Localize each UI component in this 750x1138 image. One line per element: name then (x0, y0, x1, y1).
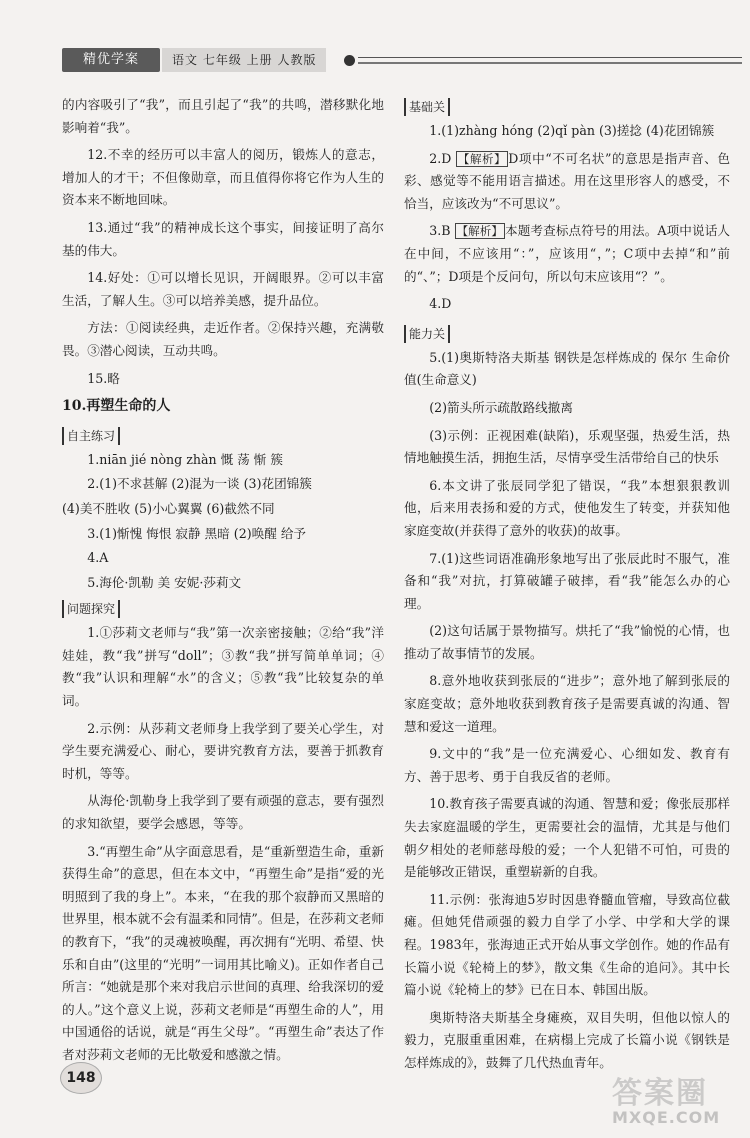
section-label-inquiry: 问题探究 (62, 600, 120, 618)
answer-5: 5.海伦·凯勒 美 安妮·莎莉文 (87, 574, 242, 590)
answer-13: 13.通过“我”的精神成长这个事实，间接证明了高尔基的伟大。 (62, 219, 384, 258)
page-number: 148 (60, 1062, 102, 1094)
answer-4: 4.A (87, 550, 109, 566)
answer-14-method: 方法：①阅读经典，走近作者。②保持兴趣，充满敬畏。③潜心阅读，互动共鸣。 (62, 320, 384, 358)
answer-2-cont: (4)美不胜收 (5)小心翼翼 (6)截然不同 (62, 500, 275, 516)
book-info: 语文 七年级 上册 人教版 (162, 48, 326, 72)
inquiry-2: 2.示例：从莎莉文老师身上我学到了要关心学生，对学生要充满爱心、耐心，要讲究教育方法，要善于抓教育时机，等等。 (62, 720, 384, 781)
basics-4: 4.D (429, 296, 452, 312)
ability-10: 10.教育孩子需要真诚的沟通、智慧和爱；像张辰那样失去家庭温暖的学生，更需要社会的温情，尤其是与他们朝夕相处的老师慈母般的爱；一个人犯错不可怕，可贵的是能够改正错误，重塑崭新的自我。 (404, 796, 730, 880)
basics-3 (404, 220, 730, 288)
basics-1: 1.(1)zhàng hóng (2)qǐ pàn (3)搓捻 (4)花团锦簇 (429, 123, 715, 138)
header-dot (344, 55, 355, 66)
answer-letter: 3.B (429, 223, 455, 239)
section-label-self-practice: 自主练习 (62, 427, 120, 445)
answer-3: 3.(1)惭愧 悔恨 寂静 黑暗 (2)唤醒 给予 (87, 525, 307, 541)
watermark-logo (612, 1068, 742, 1130)
ability-5-3: (3)示例：正视困难(缺陷)，乐观坚强，热爱生活，热情地触摸生活，拥抱生活，尽情享受生活带给自己的快乐 (404, 427, 730, 466)
header-rule (358, 57, 742, 58)
ability-7: 7.(1)这些词语准确形象地写出了张辰此时不服气，准备和“我”对抗，打算破罐子破摔，看“我”能怎么办的心理。 (404, 550, 730, 611)
analysis-text: 本题考查标点符号的用法。A项中说话人在中间，不应该用“：”，应该用“，”；C项中去掉“和”前的“、”；D项是个反问句，所以句末应该用“？”。 (404, 223, 731, 284)
series-title: 精优学案 (62, 48, 160, 72)
section-label-ability: 能力关 (404, 325, 450, 343)
inquiry-3: 3.“再塑生命”从字面意思看，是“重新塑造生命，重新获得生命”的意思，但在本文中，“再塑生命”是指“爱的光明照到了我的身上”。本来，“在我的那个寂静而又黑暗的世界里，根本就不会有温柔和同情”。但是，在莎莉文老师的教育下，“我”的灵魂被唤醒，再次拥有“光明、希望、快乐和自由”(这里的“光明”一词用其比喻义)。正如作者自己所言：“她就是那个来对我启示世间的真理、给我深切的爱的人。”这个意义上说，莎莉文老师是“再塑生命的人”，用中国通俗的话说，就是“再生父母”。“再塑生命”表达了作者对莎莉文老师的无比敬爱和感激之情。 (62, 843, 384, 1062)
inquiry-2-cont: 从海伦·凯勒身上我学到了要有顽强的意志，要有强烈的求知欲望，要学会感恩，等等。 (62, 793, 384, 832)
answer-letter: 2.D (429, 150, 456, 166)
analysis-tag: 【解析】 (456, 224, 504, 239)
ability-11: 11.示例：张海迪5岁时因患脊髓血管瘤，导致高位截瘫。但她凭借顽强的毅力自学了小学、中学和大学的课程。1983年，张海迪正式开始从事文学创作。她的作品有长篇小说《轮椅上的梦》，散文集《生命的追问》。其中长篇小说《轮椅上的梦》已在日本、韩国出版。 (404, 891, 730, 998)
answer-15: 15.略 (87, 370, 120, 386)
section-label-basics: 基础关 (404, 98, 450, 116)
left-column (62, 94, 384, 1072)
ability-11-cont: 奥斯特洛夫斯基全身瘫痪，双目失明，但他以惊人的毅力，克服重重困难，在病榻上完成了长篇小说《钢铁是怎样炼成的》，鼓舞了几代热血青年。 (404, 1009, 730, 1070)
lesson-heading: 10.再塑生命的人 (62, 398, 171, 415)
analysis-text: D项中“不可名状”的意思是指声音、色彩、感觉等不能用语言描述。用在这里形容人的感受，不恰当，应该改为“不可思议”。 (404, 150, 730, 211)
answer-14: 14.好处：①可以增长见识，开阔眼界。②可以丰富生活，了解人生。③可以培养美感，提升品位。 (62, 270, 384, 308)
right-column (404, 94, 730, 1080)
basics-2 (404, 148, 730, 216)
ability-9: 9.文中的“我”是一位充满爱心、心细如发、教育有方、善于思考、勇于自我反省的老师。 (404, 746, 730, 784)
ability-5-2: (2)箭头所示疏散路线撤离 (429, 399, 573, 415)
inquiry-1: 1.①莎莉文老师与“我”第一次亲密接触；②给“我”洋娃娃，教“我”拼写“doll”；③教“我”拼写简单单词；④教“我”认识和理解“水”的含义；⑤教“我”比较复杂的单词。 (62, 625, 384, 709)
watermark-bottom: MXQE.COM (612, 1108, 721, 1127)
answer-text: 的内容吸引了“我”，而且引起了“我”的共鸣，潜移默化地影响着“我”。 (62, 97, 384, 135)
page-header (62, 44, 742, 74)
answer-2: 2.(1)不求甚解 (2)混为一谈 (3)花团锦簇 (87, 476, 312, 492)
ability-7-2: (2)这句话属于景物描写。烘托了“我”愉悦的心情，也推动了故事情节的发展。 (404, 623, 730, 661)
answer-1: 1.niān jié nòng zhàn 慨 荡 惭 簇 (87, 451, 283, 467)
answer-12: 12.不幸的经历可以丰富人的阅历，锻炼人的意志，增加人的才干；不但像勋章，而且值得你将它作为人生的资本来不断地回味。 (62, 147, 384, 208)
watermark-top: 答案圈 (612, 1076, 708, 1111)
analysis-tag: 【解析】 (457, 151, 507, 166)
ability-6: 6.本文讲了张辰同学犯了错误，“我”本想狠狠教训他，后来用表扬和爱的方式，使他发生了转变，并获知他家庭变故(并获得了意外的收获)的故事。 (404, 477, 730, 538)
ability-5: 5.(1)奥斯特洛夫斯基 钢铁是怎样炼成的 保尔 生命价值(生命意义) (404, 349, 730, 388)
ability-8: 8.意外地收获到张辰的“进步”；意外地了解到张辰的家庭变故；意外地收获到教育孩子是需要真诚的沟通、智慧和爱这一道理。 (404, 673, 730, 734)
header-rule-thick (358, 62, 742, 64)
